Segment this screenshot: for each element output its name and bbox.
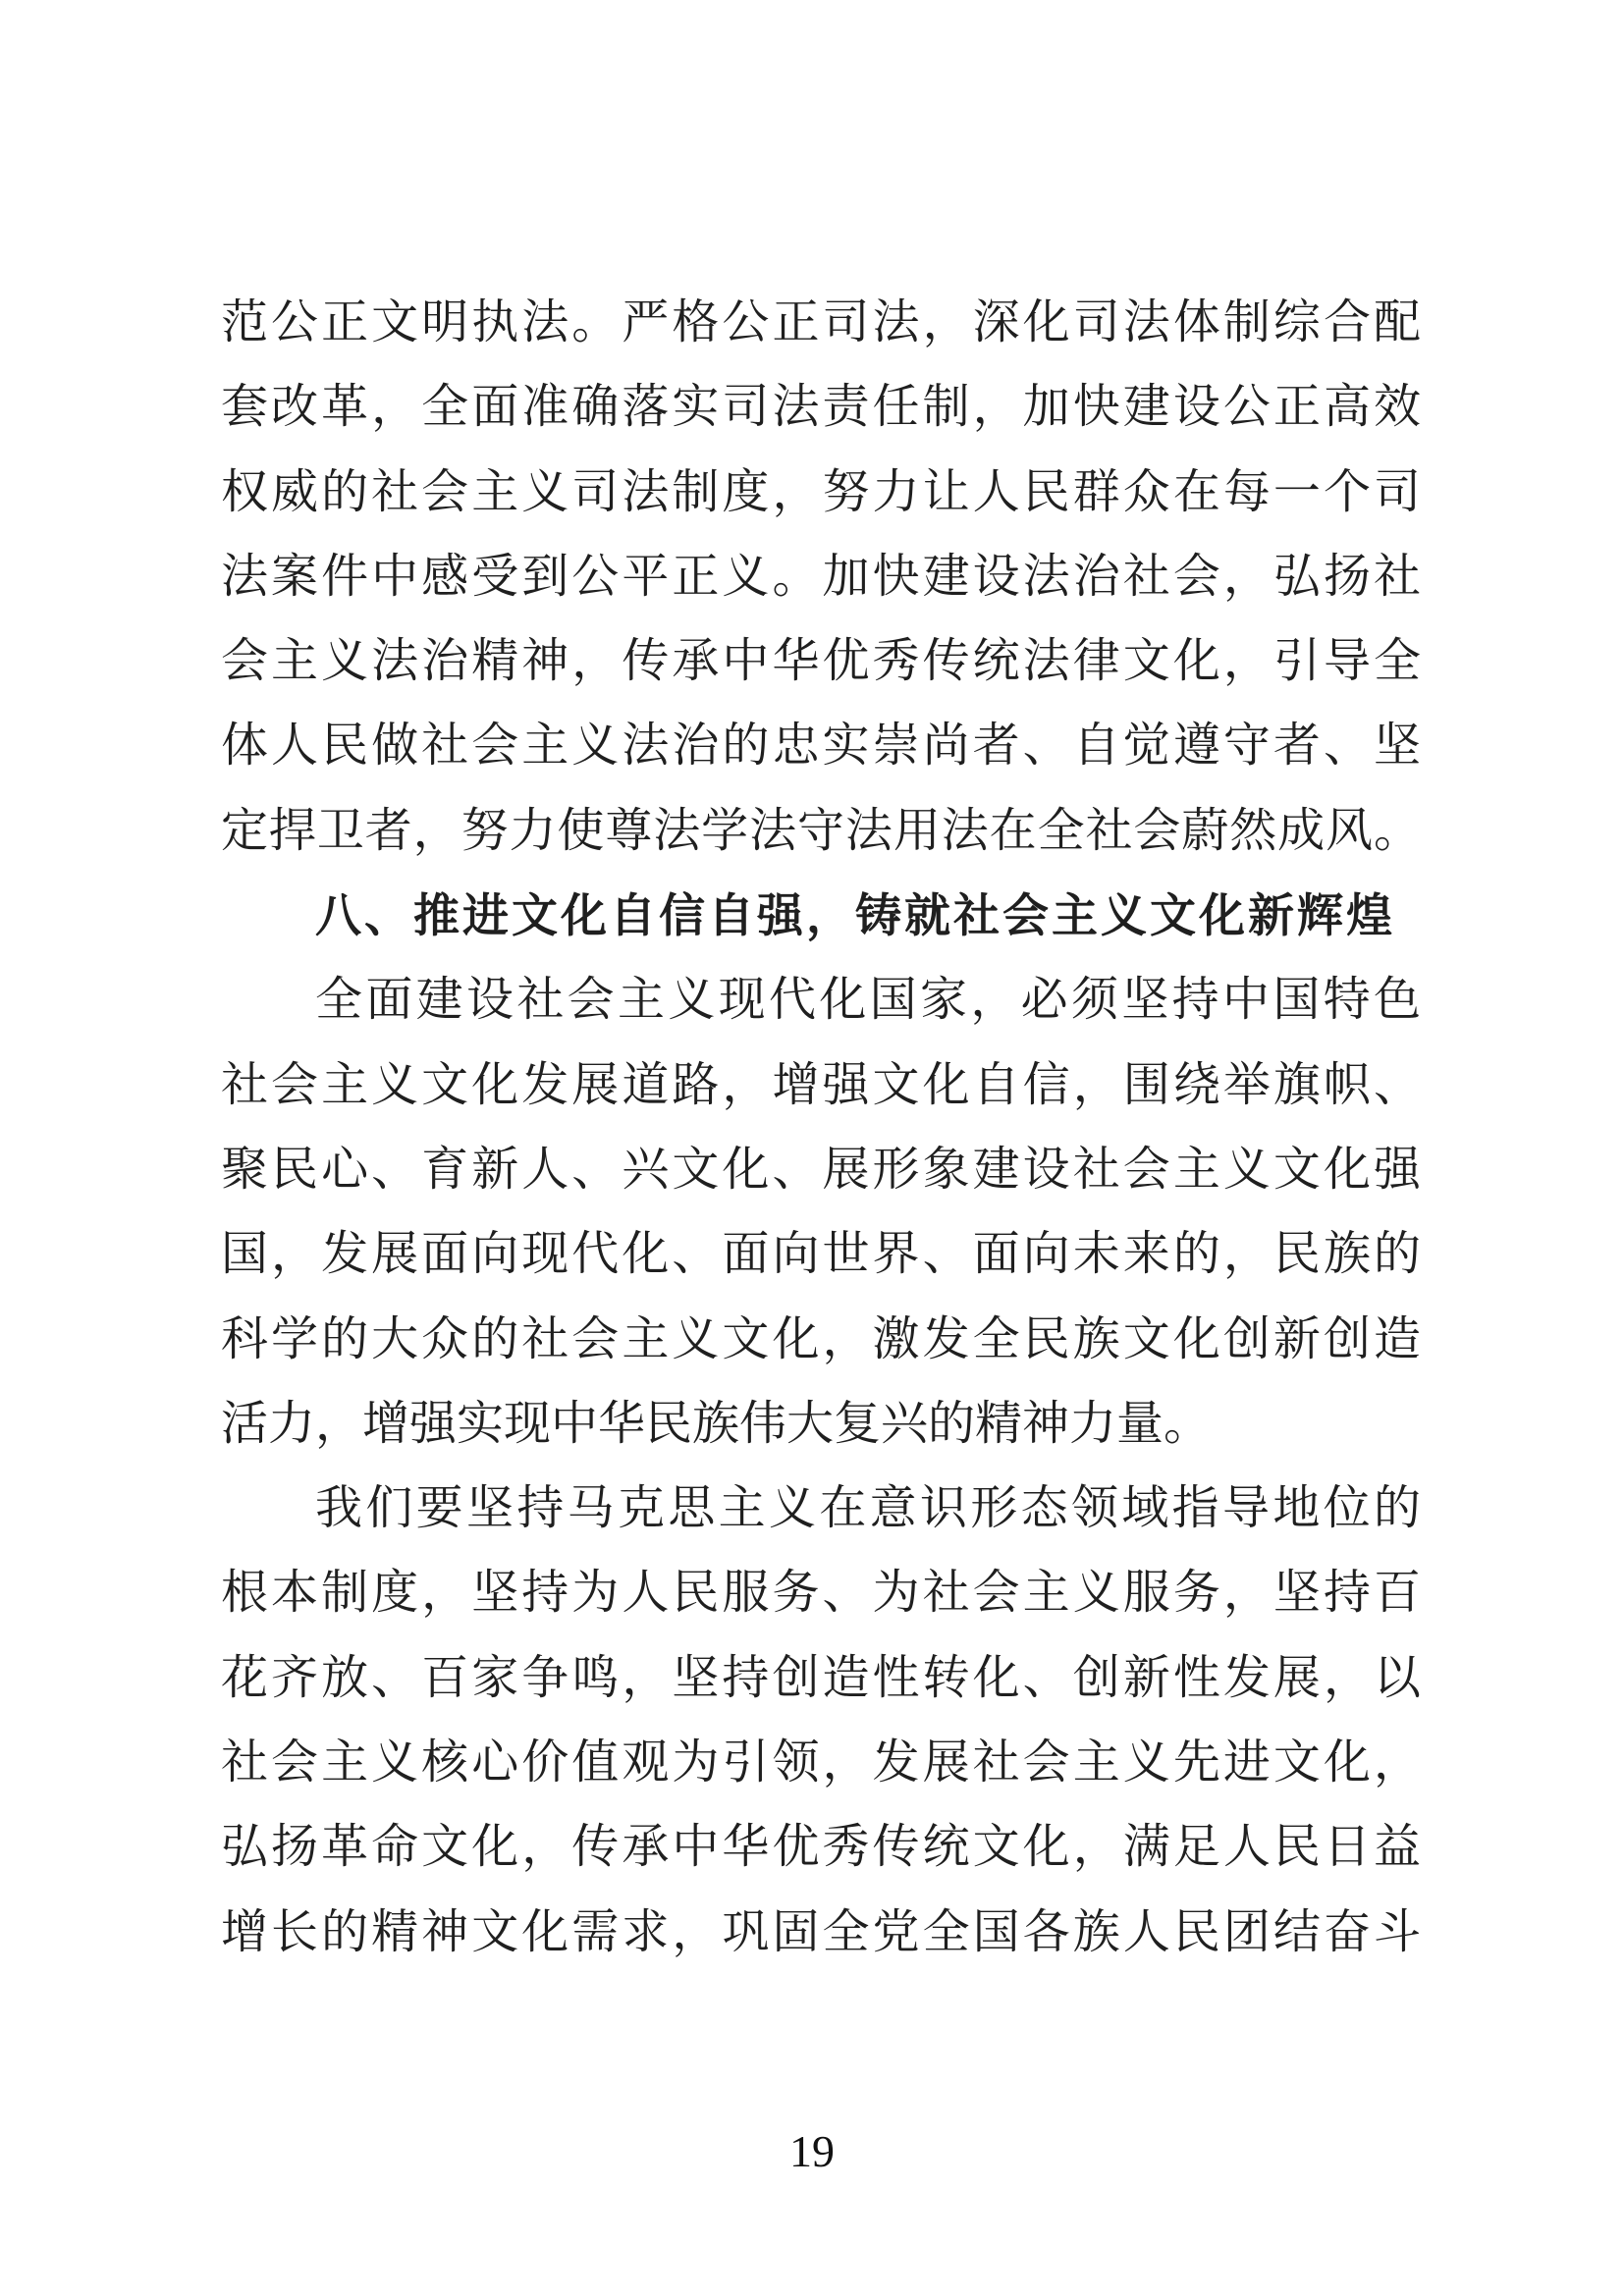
page-footer [0,2122,1624,2181]
paragraph-first-line: 我们要坚持马克思主义在意识形态领域指导地位的 [315,1482,1421,1535]
body-line: 范公正文明执法。严格公正司法，深化司法体制综合配 [221,296,1421,348]
body-line: 权威的社会主义司法制度，努力让人民群众在每一个司 [221,465,1421,518]
body-line: 定捍卫者，努力使尊法学法守法用法在全社会蔚然成风。 [221,804,1421,857]
body-line: 弘扬革命文化，传承中华优秀传统文化，满足人民日益 [221,1821,1421,1874]
body-line: 社会主义核心价值观为引领，发展社会主义先进文化， [221,1736,1421,1789]
body-line: 套改革，全面准确落实司法责任制，加快建设公正高效 [221,381,1421,434]
body-line: 根本制度，坚持为人民服务、为社会主义服务，坚持百 [221,1567,1421,1620]
document-body [221,281,1421,1975]
body-line: 国，发展面向现代化、面向世界、面向未来的，民族的 [221,1228,1421,1281]
paragraph-first-line: 全面建设社会主义现代化国家，必须坚持中国特色 [315,974,1421,1027]
body-line: 聚民心、育新人、兴文化、展形象建设社会主义文化强 [221,1143,1421,1196]
body-line: 社会主义文化发展道路，增强文化自信，围绕举旗帜、 [221,1058,1421,1111]
section-heading: 八、推进文化自信自强，铸就社会主义文化新辉煌 [315,889,1395,942]
body-line: 花齐放、百家争鸣，坚持创造性转化、创新性发展，以 [221,1651,1421,1704]
body-line: 会主义法治精神，传承中华优秀传统法律文化，引导全 [221,635,1421,688]
body-line: 体人民做社会主义法治的忠实崇尚者、自觉遵守者、坚 [221,720,1421,773]
page-number: 19 [789,2126,835,2176]
body-line: 增长的精神文化需求，巩固全党全国各族人民团结奋斗 [221,1905,1421,1958]
body-line: 法案件中感受到公平正义。加快建设法治社会，弘扬社 [221,550,1421,603]
paragraph-last-line: 活力，增强实现中华民族伟大复兴的精神力量。 [221,1397,1212,1450]
body-line: 科学的大众的社会主义文化，激发全民族文化创新创造 [221,1312,1421,1365]
